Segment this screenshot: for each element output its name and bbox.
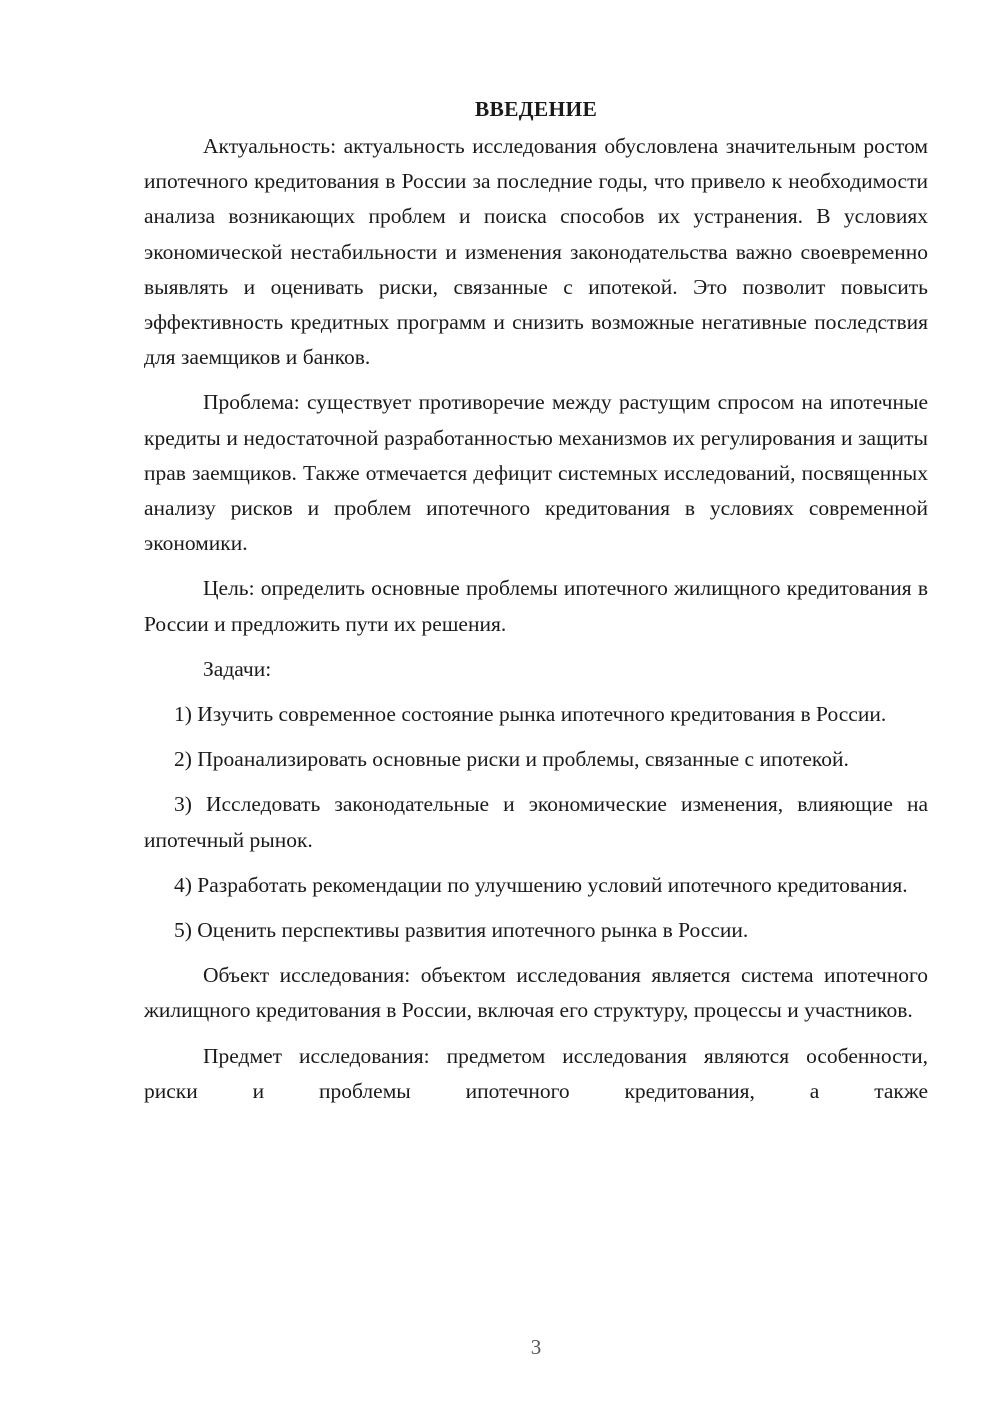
tasks-heading: Задачи: bbox=[203, 656, 272, 681]
task-item-4: 4) Разработать рекомендации по улучшению условий ипотечного кредитования. bbox=[174, 872, 908, 897]
document-page bbox=[144, 92, 928, 1109]
task-item-2: 2) Проанализировать основные риски и проблемы, связанные с ипотекой. bbox=[174, 747, 849, 772]
paragraph-subject: Предмет исследования: предметом исследования являются особенности, риски и проблемы ипотечного кредитования, а также bbox=[144, 1043, 928, 1103]
task-item-5: 5) Оценить перспективы развития ипотечного рынка в России. bbox=[174, 918, 749, 943]
paragraph-object: Объект исследования: объектом исследования является система ипотечного жилищного кредитования в России, включая его структуру, процессы и участников. bbox=[144, 963, 928, 1023]
paragraph-relevance: Актуальность: актуальность исследования обусловлена значительным ростом ипотечного кредитования в России за последние годы, что привело к необходимости анализа возникающих проблем и поиска способов их устранения. В условиях экономической нестабильности и изменения законодательства важно своевременно выявлять и оценивать риски, связанные с ипотекой. Это позволит повысить эффективность кредитных программ и снизить возможные негативные последствия для заемщиков и банков. bbox=[144, 134, 928, 370]
task-item-1: 1) Изучить современное состояние рынка ипотечного кредитования в России. bbox=[174, 702, 887, 727]
task-item-3: 3) Исследовать законодательные и экономические изменения, влияющие на ипотечный рынок. bbox=[144, 792, 928, 852]
paragraph-problem: Проблема: существует противоречие между растущим спросом на ипотечные кредиты и недостаточной разработанностью механизмов их регулирования и защиты прав заемщиков. Также отмечается дефицит системных исследований, посвященных анализу рисков и проблем ипотечного кредитования в условиях современной экономики. bbox=[144, 390, 928, 556]
paragraph-goal: Цель: определить основные проблемы ипотечного жилищного кредитования в России и предложить пути их решения. bbox=[144, 576, 928, 636]
page-number: 3 bbox=[530, 1335, 542, 1359]
section-title: ВВЕДЕНИЕ bbox=[474, 97, 598, 121]
